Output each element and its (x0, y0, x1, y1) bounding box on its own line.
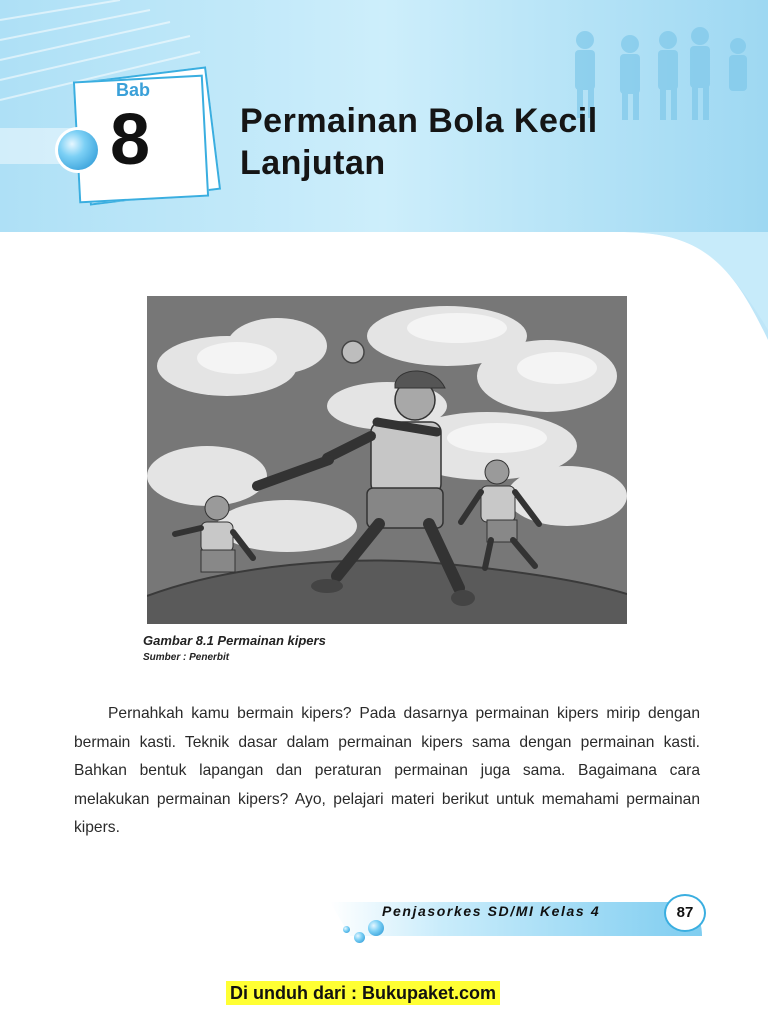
chapter-label: Bab (116, 80, 151, 100)
bubble-icon (58, 130, 98, 170)
figure-caption: Gambar 8.1 Permainan kipers (143, 633, 326, 648)
illustration-kipers-game (147, 296, 627, 624)
bubble-icon-small (354, 932, 365, 943)
footer-book-title: Penjasorkes SD/MI Kelas 4 (382, 903, 601, 919)
chapter-number: 8 (110, 100, 151, 180)
page-number: 87 (664, 894, 706, 932)
bubble-icon-small (368, 920, 384, 936)
bubble-icon-small (343, 926, 350, 933)
intro-paragraph: Pernahkah kamu bermain kipers? Pada dasarnya permainan kipers mirip dengan bermain kasti. Teknik dasar dalam permainan kipers sama dengan permainan kasti. Bahkan bentuk lapangan dan peraturan permainan juga sama. Bagaimana cara melakukan permainan kipers? Ayo, pelajari materi berikut untuk memahami permainan kipers. (74, 705, 700, 836)
chapter-title (240, 100, 740, 184)
chapter-number-card (72, 72, 212, 198)
chapter-title-line1: Permainan Bola Kecil (240, 102, 598, 140)
download-source-note: Di unduh dari : Bukupaket.com (226, 981, 500, 1005)
chapter-title-line2: Lanjutan (240, 144, 386, 182)
figure-source: Sumber : Penerbit (143, 652, 230, 663)
kipers-illustration-drawing (147, 296, 627, 624)
